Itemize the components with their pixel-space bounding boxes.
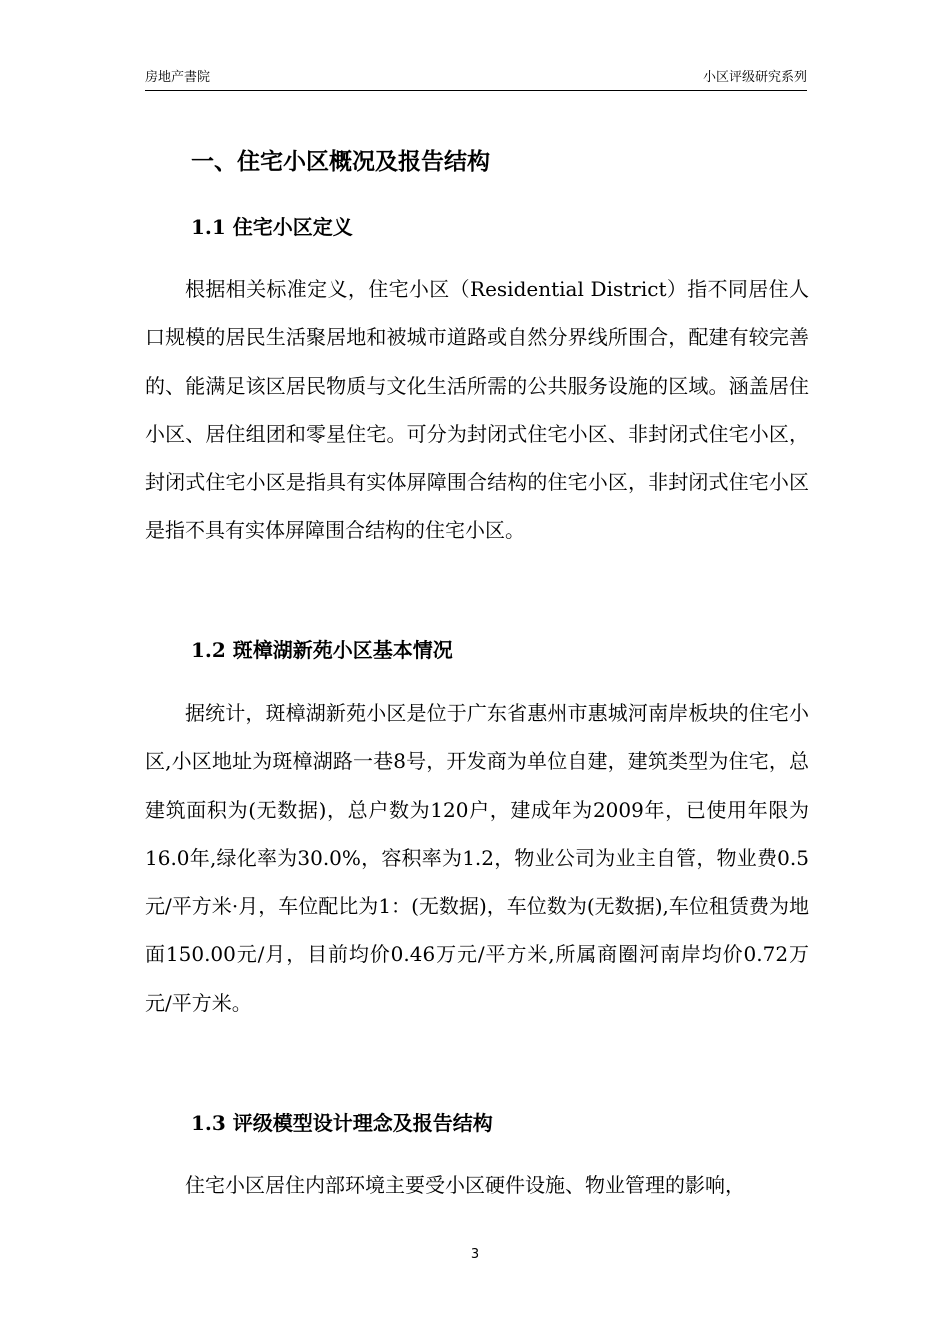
subsection-title-1-3: 1.3 评级模型设计理念及报告结构 [191, 1111, 493, 1135]
subsection-title-1-2: 1.2 斑樟湖新苑小区基本情况 [191, 638, 453, 662]
paragraph-model-design: 住宅小区居住内部环境主要受小区硬件设施、物业管理的影响， [185, 1173, 745, 1197]
section-title: 一、住宅小区概况及报告结构 [191, 148, 490, 175]
page-number: 3 [470, 1247, 480, 1262]
subsection-title-1-1: 1.1 住宅小区定义 [191, 215, 353, 239]
paragraph-basic-info: 据统计，斑樟湖新苑小区是位于广东省惠州市惠城河南岸板块的住宅小区,小区地址为斑樟湖路一巷8号，开发商为单位自建，建筑类型为住宅，总建筑面积为(无数据)，总户数为120户，建成年为2009年，已使用年限为16.0年,绿化率为30.0%，容积率为1.2，物业公司为业主自管，物业费0.5元/平方米·月，车位配比为1：(无数据)，车位数为(无数据),车位租赁费为地面150.00元/月，目前均价0.46万元/平方米,所属商圈河南岸均价0.72万元/平方米。 [145, 701, 809, 1015]
page-header [145, 70, 807, 91]
header-publisher: 房地产書院 [145, 70, 211, 85]
paragraph-definition: 根据相关标准定义，住宅小区（Residential District）指不同居住人口规模的居民生活聚居地和被城市道路或自然分界线所围合，配建有较完善的、能满足该区居民物质与文化生活所需的公共服务设施的区域。涵盖居住小区、居住组团和零星住宅。可分为封闭式住宅小区、非封闭式住宅小区，封闭式住宅小区是指具有实体屏障围合结构的住宅小区，非封闭式住宅小区是指不具有实体屏障围合结构的住宅小区。 [145, 277, 809, 543]
header-series-title: 小区评级研究系列 [702, 70, 807, 85]
